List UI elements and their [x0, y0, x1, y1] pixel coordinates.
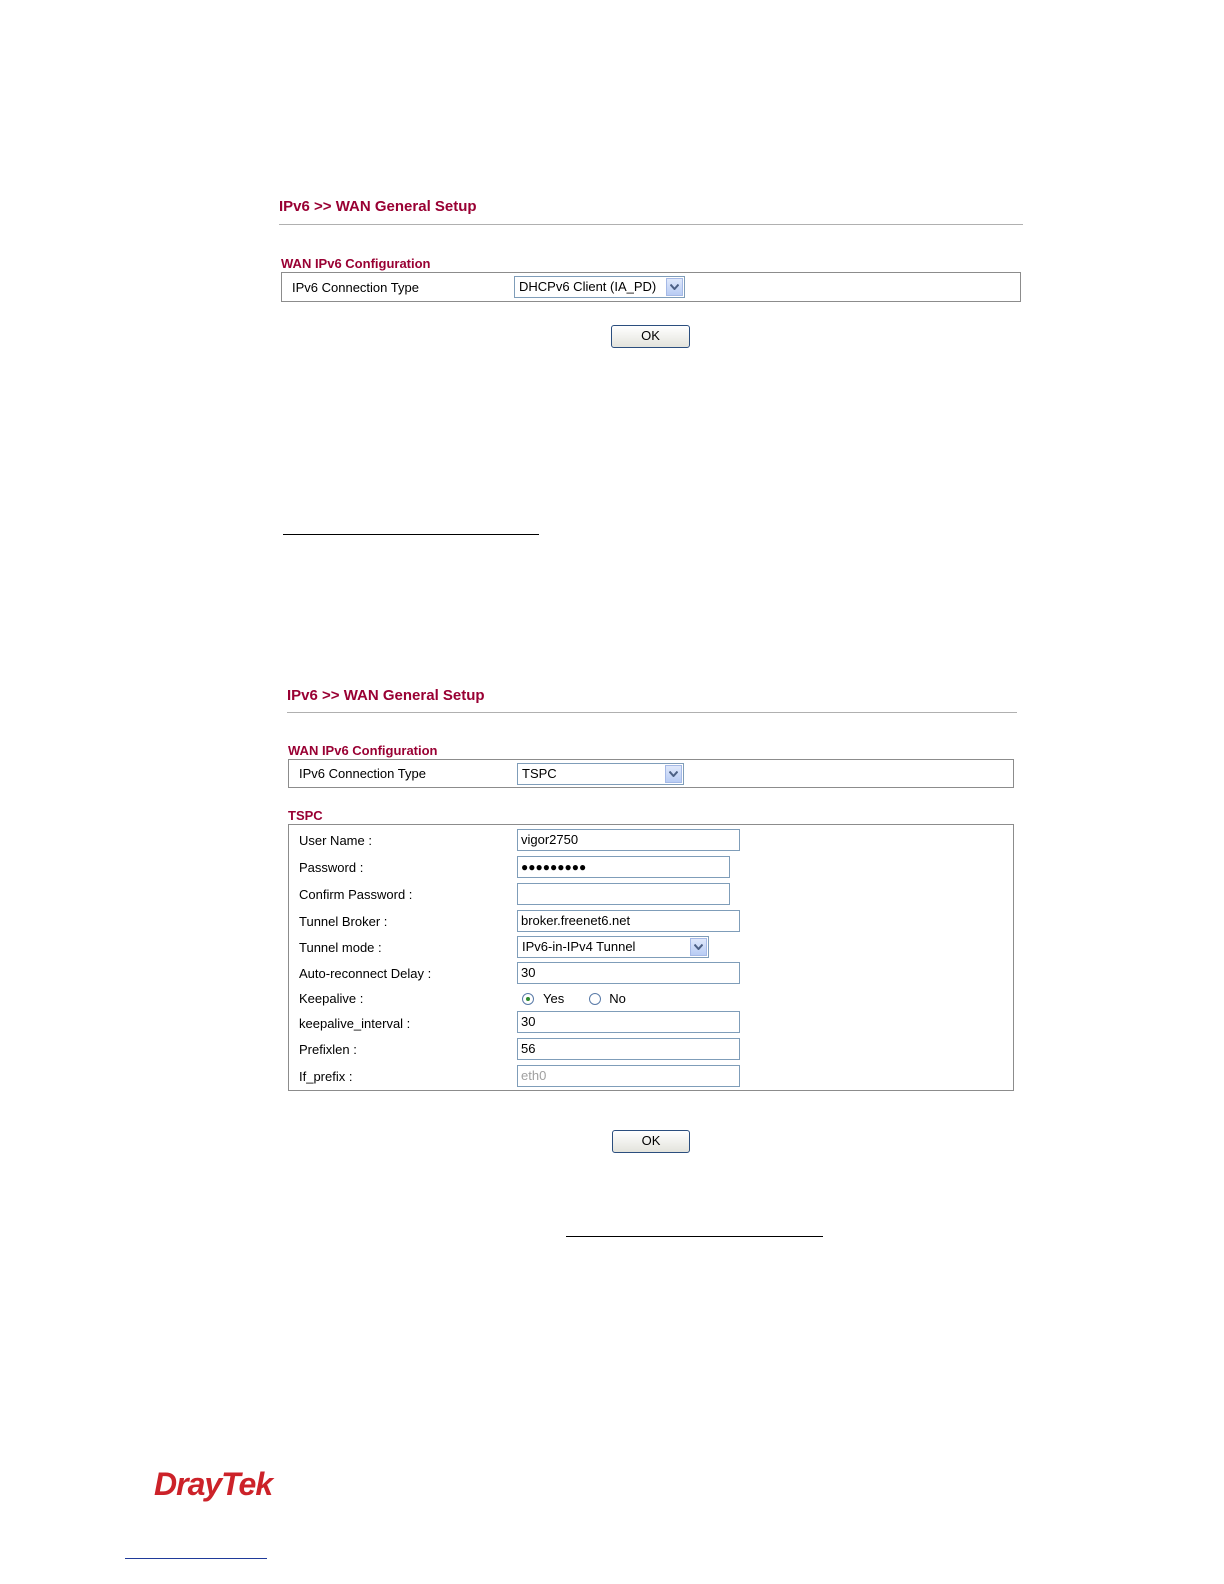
section-title: WAN IPv6 Configuration: [288, 743, 438, 758]
connection-type-select[interactable]: [517, 763, 684, 785]
section-title: WAN IPv6 Configuration: [281, 256, 431, 271]
tspc-section-title: TSPC: [288, 808, 323, 823]
page-title: IPv6 >> WAN General Setup: [279, 198, 477, 215]
ok-button[interactable]: OK: [611, 325, 690, 348]
user-name-input[interactable]: vigor2750: [517, 829, 740, 851]
keepalive-no-label: No: [609, 991, 626, 1006]
title-divider: [287, 712, 1017, 713]
auto-reconnect-input[interactable]: 30: [517, 962, 740, 984]
chevron-down-icon: [665, 765, 682, 783]
keepalive-yes-label: Yes: [543, 991, 565, 1006]
confirm-password-input[interactable]: [517, 883, 730, 905]
wan-config-box: [288, 759, 1014, 788]
keepalive-yes-radio[interactable]: [522, 993, 534, 1005]
connection-type-label: IPv6 Connection Type: [292, 280, 419, 295]
draytek-logo: DrayTek: [154, 1466, 273, 1502]
tunnel-mode-select[interactable]: [517, 936, 709, 958]
password-label: Password :: [299, 860, 364, 875]
tspc-box: [288, 824, 1014, 1091]
connection-type-select[interactable]: [514, 276, 685, 298]
keepalive-label: Keepalive :: [299, 991, 364, 1006]
tunnel-broker-label: Tunnel Broker :: [299, 914, 388, 929]
tunnel-broker-input[interactable]: broker.freenet6.net: [517, 910, 740, 932]
wan-config-box: [281, 272, 1021, 302]
keepalive-radio-group: [522, 991, 626, 1006]
ok-button[interactable]: OK: [612, 1130, 690, 1153]
separator-line: [283, 534, 539, 535]
keepalive-no-radio[interactable]: [589, 993, 601, 1005]
connection-type-label: IPv6 Connection Type: [299, 766, 426, 781]
prefixlen-label: Prefixlen :: [299, 1042, 357, 1057]
keepalive-interval-input[interactable]: 30: [517, 1011, 740, 1033]
connection-type-value: TSPC: [522, 766, 557, 781]
if-prefix-input: eth0: [517, 1065, 740, 1087]
tunnel-mode-label: Tunnel mode :: [299, 940, 382, 955]
chevron-down-icon: [666, 278, 683, 296]
if-prefix-label: If_prefix :: [299, 1069, 353, 1084]
title-divider: [279, 224, 1023, 225]
auto-reconnect-label: Auto-reconnect Delay :: [299, 966, 432, 981]
connection-type-value: DHCPv6 Client (IA_PD): [519, 279, 657, 294]
prefixlen-input[interactable]: 56: [517, 1038, 740, 1060]
footer-link-line: [125, 1558, 267, 1559]
tunnel-mode-value: IPv6-in-IPv4 Tunnel: [522, 939, 636, 954]
user-name-label: User Name :: [299, 833, 372, 848]
confirm-password-label: Confirm Password :: [299, 887, 413, 902]
keepalive-interval-label: keepalive_interval :: [299, 1016, 411, 1031]
page-title: IPv6 >> WAN General Setup: [287, 687, 485, 704]
chevron-down-icon: [690, 938, 707, 956]
separator-line: [566, 1236, 823, 1237]
password-input[interactable]: ●●●●●●●●●: [517, 856, 730, 878]
